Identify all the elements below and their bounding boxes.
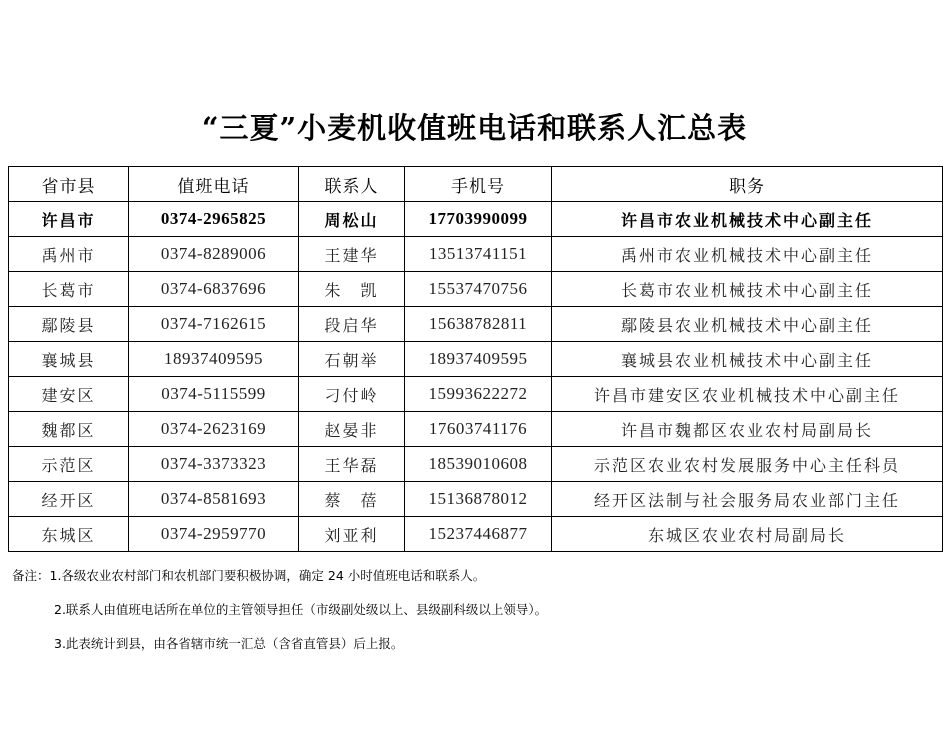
header-contact: 联系人: [299, 167, 405, 202]
cell-position: 许昌市建安区农业机械技术中心副主任: [552, 377, 943, 412]
duty-contact-table: [8, 166, 943, 552]
header-position: 职务: [552, 167, 943, 202]
note-line-3: 3.此表统计到县，由各省辖市统一汇总（含省直管县）后上报。: [54, 636, 404, 651]
table-header-row: [9, 167, 943, 202]
cell-duty-phone: 0374-7162615: [129, 307, 299, 342]
cell-duty-phone: 0374-2623169: [129, 412, 299, 447]
table-row: [9, 307, 943, 342]
table-row: [9, 237, 943, 272]
cell-mobile: 18937409595: [405, 342, 552, 377]
cell-mobile: 17603741176: [405, 412, 552, 447]
cell-mobile: 17703990099: [405, 202, 552, 237]
cell-contact: 王华磊: [299, 447, 405, 482]
table-row: [9, 202, 943, 237]
cell-contact: 朱 凯: [299, 272, 405, 307]
cell-region: 长葛市: [9, 272, 129, 307]
cell-duty-phone: 0374-3373323: [129, 447, 299, 482]
table-row: [9, 517, 943, 552]
cell-contact: 王建华: [299, 237, 405, 272]
cell-position: 鄢陵县农业机械技术中心副主任: [552, 307, 943, 342]
cell-contact: 周松山: [299, 202, 405, 237]
cell-mobile: 15638782811: [405, 307, 552, 342]
cell-duty-phone: 0374-6837696: [129, 272, 299, 307]
header-mobile: 手机号: [405, 167, 552, 202]
cell-contact: 赵晏非: [299, 412, 405, 447]
cell-region: 建安区: [9, 377, 129, 412]
cell-contact: 刘亚利: [299, 517, 405, 552]
cell-mobile: 15537470756: [405, 272, 552, 307]
cell-duty-phone: 0374-5115599: [129, 377, 299, 412]
cell-duty-phone: 0374-2959770: [129, 517, 299, 552]
cell-region: 鄢陵县: [9, 307, 129, 342]
cell-duty-phone: 0374-8289006: [129, 237, 299, 272]
cell-region: 魏都区: [9, 412, 129, 447]
cell-duty-phone: 0374-8581693: [129, 482, 299, 517]
header-duty-phone: 值班电话: [129, 167, 299, 202]
cell-duty-phone: 18937409595: [129, 342, 299, 377]
table-row: [9, 272, 943, 307]
table-row: [9, 482, 943, 517]
cell-region: 襄城县: [9, 342, 129, 377]
cell-contact: 段启华: [299, 307, 405, 342]
cell-region: 东城区: [9, 517, 129, 552]
cell-position: 许昌市魏都区农业农村局副局长: [552, 412, 943, 447]
cell-position: 东城区农业农村局副局长: [552, 517, 943, 552]
cell-mobile: 15237446877: [405, 517, 552, 552]
cell-mobile: 18539010608: [405, 447, 552, 482]
note-line-2: 2.联系人由值班电话所在单位的主管领导担任（市级副处级以上、县级副科级以上领导）。: [54, 602, 548, 617]
cell-position: 长葛市农业机械技术中心副主任: [552, 272, 943, 307]
cell-position: 许昌市农业机械技术中心副主任: [552, 202, 943, 237]
cell-contact: 蔡 蓓: [299, 482, 405, 517]
table-row: [9, 447, 943, 482]
cell-region: 示范区: [9, 447, 129, 482]
cell-region: 经开区: [9, 482, 129, 517]
table-row: [9, 412, 943, 447]
cell-position: 示范区农业农村发展服务中心主任科员: [552, 447, 943, 482]
cell-position: 经开区法制与社会服务局农业部门主任: [552, 482, 943, 517]
header-region: 省市县: [9, 167, 129, 202]
cell-mobile: 15993622272: [405, 377, 552, 412]
cell-contact: 刁付岭: [299, 377, 405, 412]
cell-mobile: 15136878012: [405, 482, 552, 517]
note-line-1: 备注：1.各级农业农村部门和农机部门要积极协调，确定 24 小时值班电话和联系人。: [12, 568, 486, 583]
cell-position: 禹州市农业机械技术中心副主任: [552, 237, 943, 272]
page-title: “三夏”小麦机收值班电话和联系人汇总表: [201, 111, 748, 145]
cell-position: 襄城县农业机械技术中心副主任: [552, 342, 943, 377]
cell-duty-phone: 0374-2965825: [129, 202, 299, 237]
cell-region: 禹州市: [9, 237, 129, 272]
table-row: [9, 342, 943, 377]
cell-contact: 石朝举: [299, 342, 405, 377]
table-row: [9, 377, 943, 412]
cell-mobile: 13513741151: [405, 237, 552, 272]
cell-region: 许昌市: [9, 202, 129, 237]
